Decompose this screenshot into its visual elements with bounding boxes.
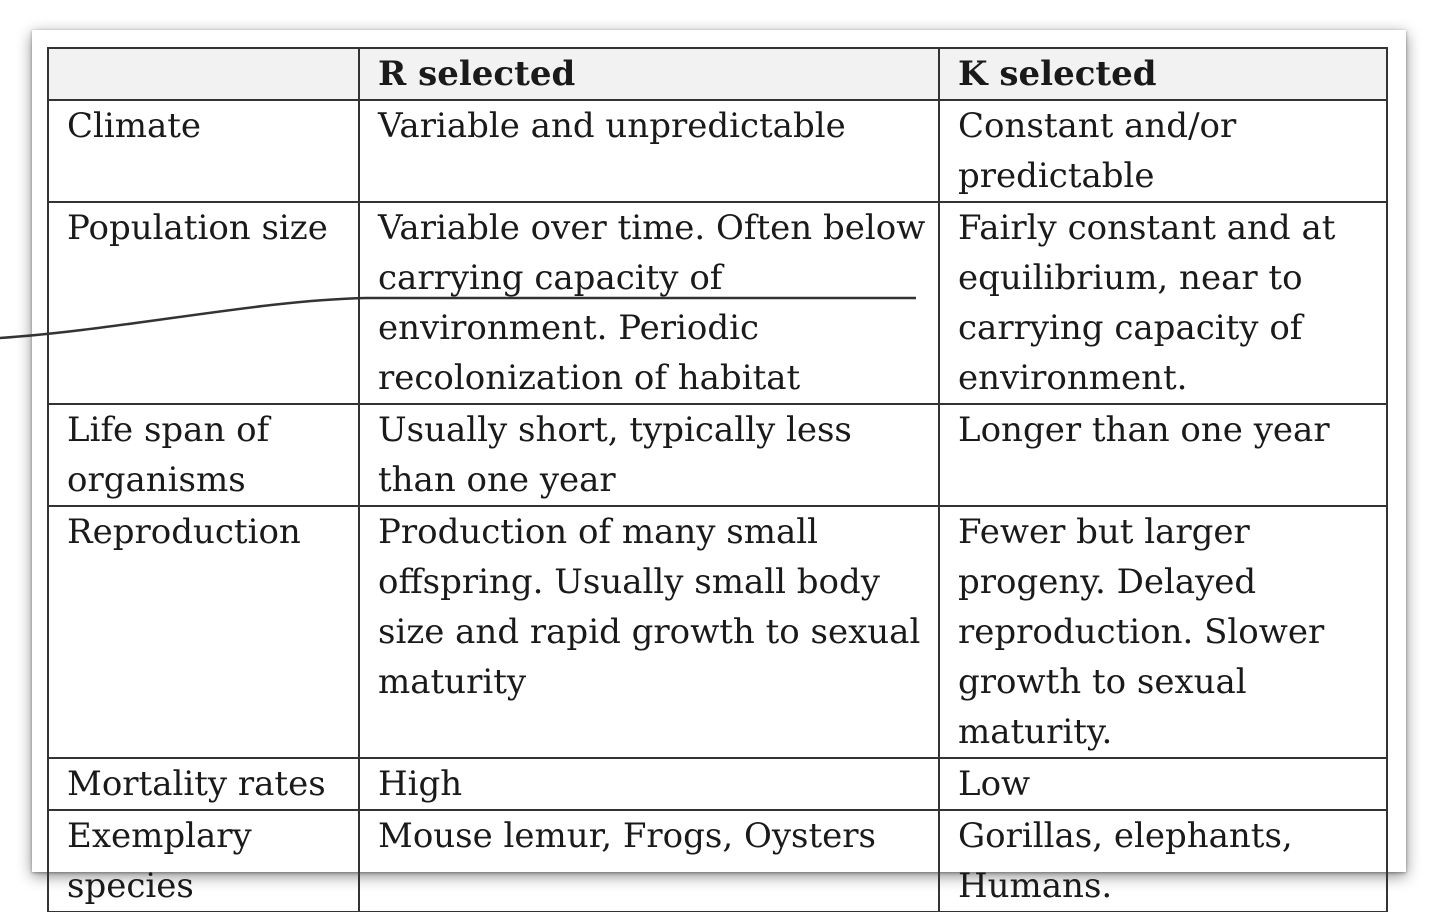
table-row-population-size [48,202,1387,404]
r-k-selection-table [47,47,1388,912]
row-label: Mortality rates [48,758,359,810]
k-selected-cell: Longer than one year [939,404,1387,506]
row-label: Exemplary species [48,810,359,912]
header-row [48,48,1387,100]
row-label: Climate [48,100,359,202]
k-selected-cell: Fairly constant and at equilibrium, near to carrying capacity of environment. [939,202,1387,404]
k-selected-cell: Gorillas, elephants, Humans. [939,810,1387,912]
row-label: Life span of organisms [48,404,359,506]
r-selected-cell: Mouse lemur, Frogs, Oysters [359,810,939,912]
r-selected-cell: Variable over time. Often below carrying capacity of environment. Periodic recolonization of habitat [359,202,939,404]
table-row-life-span [48,404,1387,506]
table-row-climate [48,100,1387,202]
header-cell-k-selected: K selected [939,48,1387,100]
r-selected-cell: High [359,758,939,810]
table-row-reproduction [48,506,1387,758]
k-selected-cell: Constant and/or predictable [939,100,1387,202]
r-selected-cell: Usually short, typically less than one year [359,404,939,506]
r-selected-cell: Production of many small offspring. Usually small body size and rapid growth to sexual maturity [359,506,939,758]
table-row-exemplary-species [48,810,1387,912]
table-row-mortality-rates [48,758,1387,810]
k-selected-cell: Low [939,758,1387,810]
header-cell-r-selected: R selected [359,48,939,100]
header-cell-empty [48,48,359,100]
r-selected-cell: Variable and unpredictable [359,100,939,202]
row-label: Population size [48,202,359,404]
row-label: Reproduction [48,506,359,758]
k-selected-cell: Fewer but larger progeny. Delayed reproduction. Slower growth to sexual maturity. [939,506,1387,758]
